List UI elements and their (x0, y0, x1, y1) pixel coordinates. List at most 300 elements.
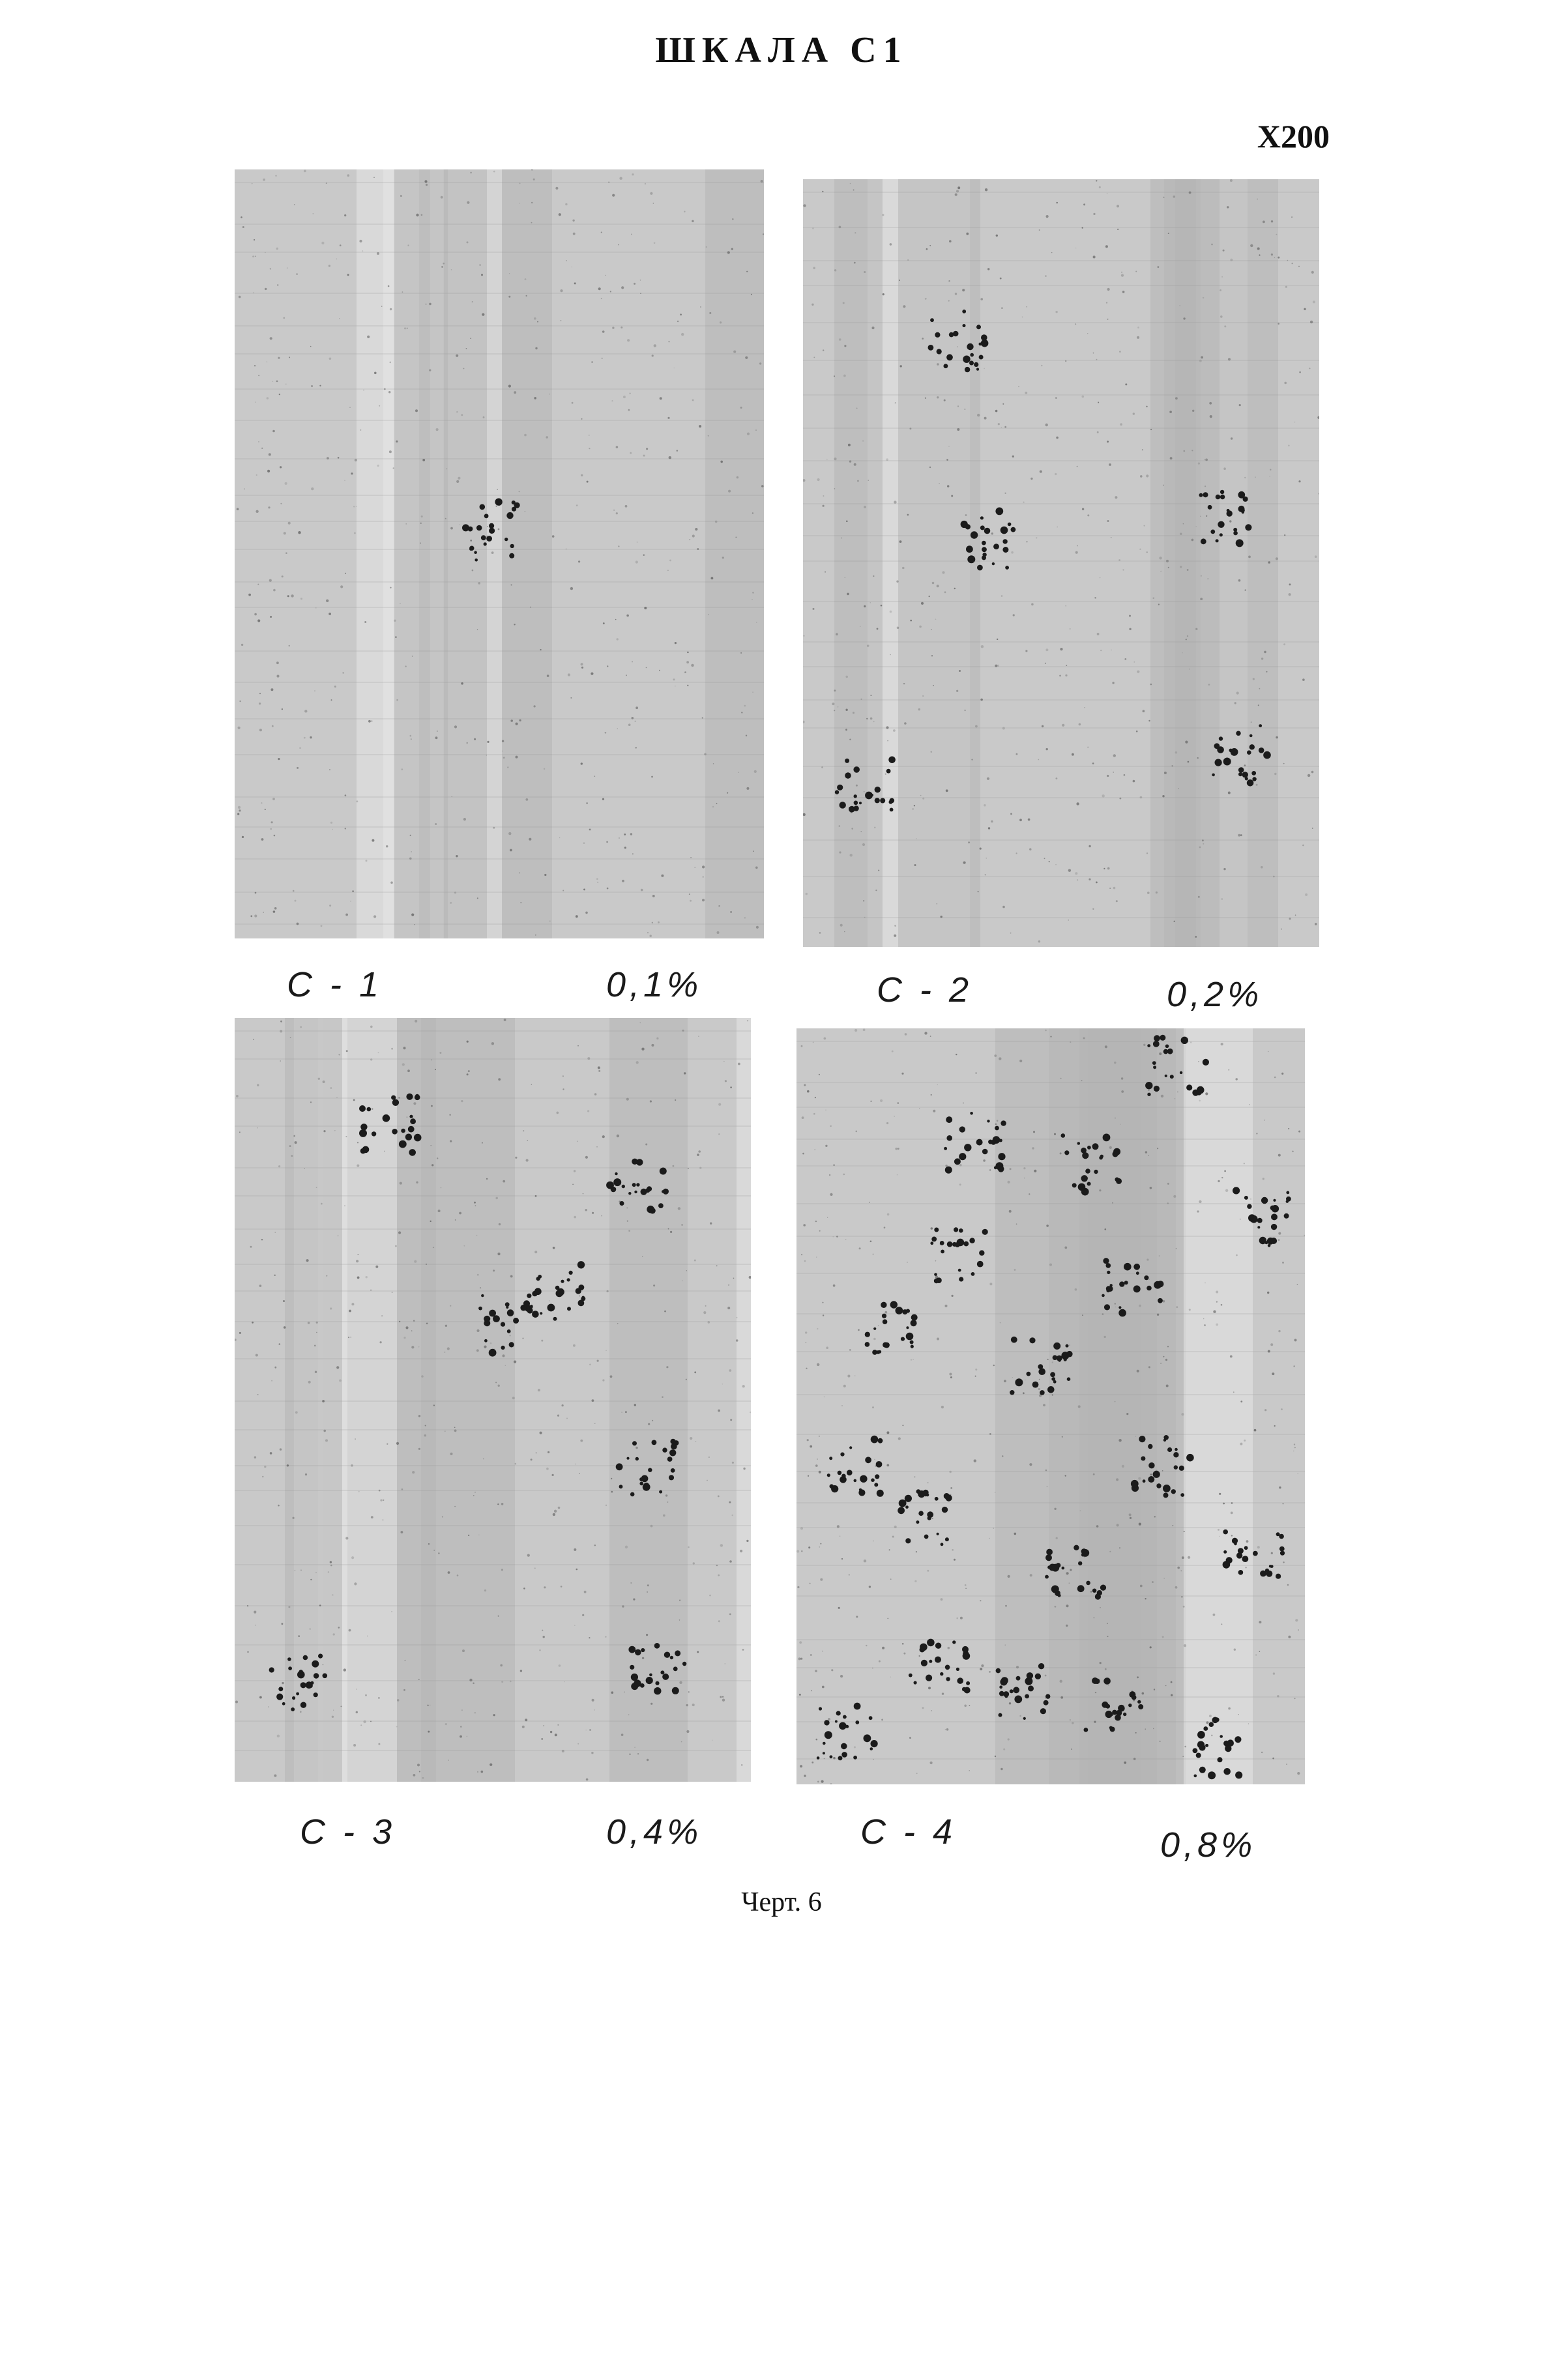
inclusion-particle (941, 1543, 944, 1546)
texture-speck (1087, 747, 1088, 748)
texture-speck (914, 1476, 915, 1477)
texture-speck (576, 915, 578, 918)
inclusion-particle (977, 1261, 984, 1268)
inclusion-particle (1011, 1337, 1017, 1343)
texture-speck (1283, 1503, 1284, 1504)
texture-speck (803, 479, 806, 482)
texture-speck (1148, 1366, 1150, 1368)
texture-speck (445, 1325, 447, 1327)
texture-speck (980, 848, 982, 850)
texture-speck (353, 1744, 356, 1747)
inclusion-particle (671, 1468, 675, 1473)
texture-speck (744, 918, 746, 919)
texture-speck (632, 661, 633, 662)
texture-speck (803, 721, 805, 723)
texture-speck (646, 1634, 648, 1636)
texture-speck (241, 216, 242, 218)
texture-speck (838, 1607, 840, 1609)
texture-speck (478, 582, 480, 585)
texture-speck (287, 267, 288, 268)
texture-speck (390, 308, 392, 310)
inclusion-particle (1233, 531, 1238, 536)
texture-speck (872, 1406, 874, 1408)
texture-speck (407, 244, 409, 246)
texture-speck (1150, 1473, 1152, 1475)
inclusion-particle (967, 555, 975, 563)
texture-speck (1264, 651, 1266, 654)
texture-speck (393, 467, 394, 469)
texture-speck (647, 1584, 649, 1586)
texture-speck (995, 1756, 996, 1757)
texture-speck (722, 557, 724, 559)
inclusion-particle (935, 1643, 941, 1649)
inclusion-particle (1247, 750, 1251, 755)
texture-speck (1272, 1758, 1274, 1760)
texture-speck (377, 465, 379, 467)
inclusion-particle (941, 1250, 944, 1254)
texture-speck (1009, 1702, 1011, 1704)
texture-speck (527, 1554, 530, 1557)
inclusion-particle (1154, 1035, 1160, 1041)
inclusion-particle (959, 1126, 965, 1132)
inclusion-particle (1082, 1152, 1088, 1159)
texture-speck (709, 312, 711, 314)
texture-speck (808, 1475, 809, 1477)
texture-speck (733, 1278, 735, 1279)
texture-speck (1257, 199, 1258, 200)
texture-speck (747, 1020, 748, 1021)
texture-speck (997, 1120, 999, 1122)
inclusion-particle (906, 1309, 910, 1313)
texture-speck (1181, 1596, 1183, 1598)
inclusion-particle (1105, 1704, 1110, 1709)
inclusion-particle (905, 1495, 912, 1502)
texture-speck (1148, 1155, 1150, 1156)
texture-speck (566, 260, 567, 261)
texture-speck (1082, 508, 1084, 510)
texture-speck (644, 607, 647, 609)
inclusion-particle (947, 1241, 953, 1247)
inclusion-particle (962, 1687, 967, 1692)
texture-speck (861, 831, 862, 832)
texture-speck (956, 190, 959, 192)
inclusion-particle (959, 1228, 963, 1233)
inclusion-particle (634, 1191, 637, 1193)
texture-speck (475, 1205, 476, 1206)
texture-speck (800, 1765, 802, 1767)
texture-speck (594, 1423, 595, 1424)
texture-speck (1317, 416, 1319, 419)
texture-speck (239, 296, 241, 298)
texture-speck (1220, 289, 1221, 291)
inclusion-particle (971, 1272, 975, 1276)
texture-speck (1205, 1092, 1208, 1095)
texture-speck (911, 1359, 912, 1361)
texture-speck (504, 1019, 506, 1021)
texture-speck (1145, 1728, 1147, 1730)
inclusion-particle (935, 1657, 941, 1663)
texture-speck (428, 1705, 429, 1706)
texture-speck (1298, 266, 1300, 267)
texture-speck (1168, 567, 1169, 568)
inclusion-particle (1174, 1465, 1178, 1469)
texture-speck (418, 1679, 420, 1680)
inclusion-particle (837, 785, 843, 791)
texture-speck (977, 414, 980, 416)
texture-speck (659, 670, 660, 671)
texture-speck (754, 770, 757, 773)
texture-speck (668, 341, 669, 342)
inclusion-particle (977, 565, 983, 571)
texture-speck (269, 579, 272, 582)
texture-speck (692, 1704, 695, 1706)
texture-speck (1199, 1100, 1201, 1102)
texture-speck (862, 441, 864, 442)
texture-speck (1165, 1685, 1166, 1686)
texture-speck (426, 1323, 428, 1325)
texture-speck (501, 1503, 504, 1505)
texture-speck (1179, 305, 1180, 306)
texture-speck (1278, 257, 1279, 259)
inclusion-particle (854, 1703, 861, 1710)
texture-speck (850, 183, 851, 184)
texture-speck (525, 798, 528, 801)
texture-speck (1125, 383, 1127, 385)
texture-speck (1129, 628, 1131, 630)
texture-speck (824, 1758, 825, 1760)
texture-speck (1287, 1584, 1289, 1586)
texture-speck (834, 689, 836, 691)
texture-speck (1121, 272, 1122, 273)
inclusion-particle (969, 1238, 974, 1243)
inclusion-particle (399, 1140, 407, 1148)
texture-speck (325, 1439, 328, 1442)
texture-speck (547, 675, 549, 677)
texture-speck (675, 642, 677, 644)
texture-speck (921, 602, 924, 605)
texture-speck (275, 175, 276, 177)
texture-speck (720, 321, 722, 323)
texture-speck (1223, 467, 1226, 470)
texture-speck (255, 401, 256, 402)
texture-speck (1077, 466, 1078, 467)
texture-speck (816, 1256, 817, 1257)
texture-speck (1221, 1043, 1223, 1045)
texture-speck (340, 585, 343, 588)
texture-speck (1119, 1547, 1120, 1548)
texture-speck (968, 841, 970, 843)
inclusion-particle (632, 1441, 637, 1445)
texture-speck (398, 1097, 400, 1099)
texture-speck (514, 391, 516, 394)
texture-speck (980, 298, 983, 300)
texture-speck (931, 1094, 932, 1096)
texture-speck (597, 882, 598, 883)
texture-speck (345, 1537, 348, 1539)
inclusion-particle (1148, 1444, 1152, 1449)
texture-speck (825, 572, 826, 573)
texture-speck (606, 1350, 607, 1352)
texture-speck (738, 1063, 740, 1066)
texture-speck (396, 441, 398, 443)
texture-speck (995, 1124, 997, 1125)
inclusion-particle (1203, 1059, 1209, 1066)
texture-speck (1043, 1404, 1045, 1406)
texture-speck (642, 1657, 644, 1659)
inclusion-particle (995, 508, 1003, 515)
texture-speck (493, 1714, 495, 1716)
texture-speck (935, 1260, 937, 1262)
texture-speck (1250, 1198, 1251, 1199)
texture-speck (250, 915, 252, 917)
inclusion-particle (871, 1436, 879, 1444)
texture-speck (860, 699, 862, 700)
texture-speck (627, 339, 630, 341)
texture-speck (314, 690, 315, 691)
micrograph-c1 (235, 169, 764, 938)
inclusion-particle (632, 1183, 636, 1187)
texture-speck (483, 1458, 484, 1460)
texture-speck (813, 1042, 814, 1043)
texture-speck (272, 381, 273, 382)
texture-speck (1304, 308, 1306, 310)
texture-speck (540, 649, 542, 650)
texture-speck (1169, 411, 1172, 413)
texture-speck (957, 186, 960, 189)
inclusion-particle (643, 1483, 650, 1491)
texture-speck (601, 1215, 602, 1217)
texture-speck (703, 876, 704, 877)
inclusion-particle (1259, 724, 1262, 727)
texture-speck (1292, 263, 1293, 264)
inclusion-particle (1252, 777, 1256, 781)
texture-speck (508, 385, 511, 387)
texture-speck (574, 282, 576, 284)
inclusion-particle (278, 1687, 283, 1691)
texture-speck (1271, 1552, 1273, 1554)
inclusion-particle (613, 1178, 621, 1186)
inclusion-particle (1066, 1344, 1069, 1348)
texture-speck (1083, 1038, 1085, 1039)
texture-speck (322, 1664, 323, 1665)
texture-speck (1268, 561, 1270, 564)
texture-speck (1264, 1409, 1266, 1411)
inclusion-particle (1047, 1386, 1055, 1393)
texture-speck (397, 1699, 400, 1702)
texture-speck (557, 1112, 559, 1114)
texture-speck (1171, 1681, 1173, 1683)
inclusion-particle (1160, 1035, 1165, 1041)
texture-speck (298, 1635, 300, 1637)
texture-speck (1162, 1636, 1164, 1638)
texture-speck (966, 233, 969, 235)
texture-speck (534, 1567, 536, 1569)
texture-speck (1288, 1128, 1289, 1129)
inclusion-particle (945, 1665, 950, 1670)
inclusion-particle (1032, 1382, 1039, 1388)
texture-speck (1107, 867, 1110, 870)
texture-speck (885, 774, 886, 775)
texture-speck (952, 1549, 954, 1551)
inclusion-particle (996, 1668, 1001, 1674)
texture-speck (553, 1513, 555, 1516)
texture-speck (720, 461, 723, 463)
inclusion-particle (905, 1505, 909, 1509)
texture-speck (1033, 1131, 1035, 1133)
texture-speck (531, 1084, 533, 1085)
inclusion-particle (875, 1474, 879, 1479)
texture-speck (708, 435, 709, 437)
texture-speck (561, 1586, 562, 1588)
texture-speck (412, 656, 413, 657)
texture-speck (619, 177, 622, 180)
texture-speck (1162, 1470, 1163, 1472)
texture-speck (830, 1125, 832, 1127)
inclusion-particle (581, 1296, 585, 1301)
texture-speck (535, 1195, 537, 1197)
texture-speck (531, 202, 533, 203)
texture-speck (441, 196, 443, 199)
texture-speck (425, 304, 426, 305)
inclusion-particle (871, 1740, 878, 1747)
texture-speck (697, 548, 699, 550)
inclusion-particle (959, 1153, 966, 1160)
texture-speck (746, 271, 748, 272)
texture-speck (549, 394, 550, 395)
texture-speck (727, 251, 730, 254)
inclusion-particle (1220, 533, 1223, 536)
inclusion-particle (1284, 1213, 1289, 1219)
texture-speck (363, 1720, 366, 1723)
inclusion-particle (830, 1755, 833, 1758)
inclusion-particle (1103, 1258, 1109, 1264)
texture-speck (1160, 1363, 1161, 1364)
texture-speck (1046, 1225, 1049, 1227)
inclusion-particle (886, 769, 891, 774)
texture-speck (338, 1054, 340, 1055)
texture-speck (536, 1452, 537, 1453)
texture-speck (1288, 445, 1289, 446)
texture-speck (242, 226, 244, 228)
texture-speck (402, 291, 403, 293)
inclusion-particle (839, 1722, 847, 1730)
texture-speck (727, 792, 728, 794)
inclusion-particle (841, 1743, 847, 1750)
texture-speck (1102, 794, 1105, 797)
texture-speck (1137, 671, 1139, 673)
texture-speck (648, 1423, 650, 1425)
texture-speck (450, 1453, 453, 1455)
inclusion-particle (993, 544, 999, 549)
texture-speck (1244, 1440, 1246, 1442)
texture-speck (548, 1451, 549, 1453)
texture-speck (413, 1774, 416, 1777)
texture-speck (368, 720, 371, 723)
texture-speck (487, 526, 488, 527)
texture-speck (969, 1705, 971, 1706)
texture-speck (310, 1579, 312, 1580)
texture-speck (442, 1517, 443, 1518)
texture-speck (1120, 423, 1122, 426)
texture-speck (334, 686, 336, 688)
texture-speck (261, 838, 264, 841)
texture-speck (330, 1307, 332, 1309)
texture-speck (1205, 459, 1208, 461)
texture-speck (1122, 291, 1125, 293)
texture-speck (1133, 413, 1135, 414)
texture-speck (261, 802, 263, 804)
inclusion-particle (314, 1692, 318, 1697)
texture-speck (316, 1332, 317, 1333)
inclusion-particle (827, 1473, 830, 1477)
texture-speck (321, 242, 324, 244)
texture-speck (892, 1051, 894, 1052)
texture-speck (367, 336, 370, 338)
texture-speck (706, 246, 707, 248)
inclusion-particle (840, 802, 846, 808)
texture-speck (959, 1164, 962, 1167)
texture-speck (863, 1028, 866, 1031)
texture-speck (273, 910, 276, 913)
texture-speck (1182, 1756, 1184, 1757)
texture-speck (1221, 1304, 1223, 1306)
texture-speck (1146, 474, 1148, 477)
texture-speck (1176, 1248, 1177, 1249)
inclusion-particle (865, 1457, 871, 1463)
inclusion-particle (970, 353, 974, 357)
inclusion-particle (1025, 1694, 1029, 1699)
texture-speck (298, 531, 300, 534)
texture-speck (522, 1338, 523, 1339)
texture-speck (892, 1536, 894, 1538)
texture-speck (370, 1058, 372, 1060)
texture-speck (558, 1507, 561, 1509)
texture-speck (870, 602, 871, 603)
texture-speck (1045, 424, 1048, 426)
texture-speck (338, 1627, 340, 1629)
texture-speck (903, 305, 905, 308)
texture-speck (1230, 1356, 1233, 1358)
inclusion-particle (930, 318, 934, 322)
texture-speck (874, 827, 876, 829)
texture-band (1102, 1028, 1157, 1784)
inclusion-particle (1092, 1677, 1098, 1684)
texture-band (834, 179, 883, 947)
inclusion-particle (976, 368, 979, 371)
texture-speck (500, 1664, 503, 1667)
texture-speck (613, 510, 615, 511)
texture-speck (592, 1699, 594, 1702)
texture-speck (1082, 1314, 1083, 1316)
inclusion-particle (1106, 1288, 1110, 1292)
texture-speck (845, 729, 847, 731)
texture-speck (1255, 1654, 1257, 1655)
inclusion-particle (1152, 1061, 1156, 1065)
texture-speck (1081, 1080, 1083, 1081)
texture-speck (373, 915, 376, 918)
texture-speck (1167, 1346, 1169, 1347)
texture-speck (849, 739, 851, 740)
texture-speck (356, 1689, 357, 1690)
inclusion-particle (1001, 527, 1008, 534)
texture-speck (843, 1174, 845, 1176)
texture-speck (722, 1696, 723, 1698)
texture-speck (718, 1575, 720, 1576)
inclusion-particle (1167, 1447, 1172, 1452)
texture-speck (844, 931, 845, 932)
texture-speck (1026, 306, 1027, 308)
texture-speck (801, 1550, 802, 1552)
